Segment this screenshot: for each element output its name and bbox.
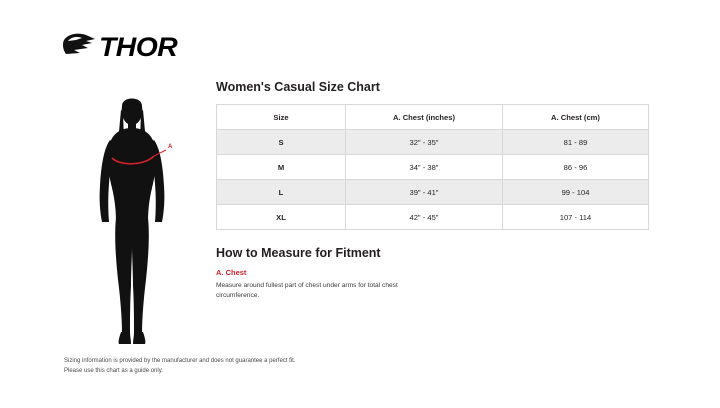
brand-name: THOR: [99, 31, 178, 62]
table-header-row: [217, 105, 649, 130]
fitment-item-text: Measure around fullest part of chest under arms for total chest circumference.: [216, 282, 398, 299]
table-row: [217, 130, 649, 155]
fitment-title: How to Measure for Fitment: [216, 246, 381, 260]
cell-chest-cm: 81 - 89: [503, 130, 649, 155]
size-chart-table: [216, 104, 649, 230]
cell-size: S: [217, 130, 346, 155]
column-header-chest-cm: A. Chest (cm): [503, 105, 649, 130]
disclaimer-line-1: Sizing information is provided by the manufacturer and does not guarantee a perfect fit.: [64, 358, 296, 364]
cell-size: XL: [217, 205, 346, 230]
column-header-size: Size: [217, 105, 346, 130]
table-row: [217, 180, 649, 205]
disclaimer: [64, 356, 464, 376]
brand-logo: [62, 30, 182, 64]
cell-chest-inches: 39" - 41": [346, 180, 503, 205]
column-header-chest-inches: A. Chest (inches): [346, 105, 503, 130]
cell-size: L: [217, 180, 346, 205]
fitment-item-label: A. Chest: [216, 268, 247, 277]
cell-chest-cm: 107 - 114: [503, 205, 649, 230]
cell-chest-cm: 86 - 96: [503, 155, 649, 180]
disclaimer-line-2: Please use this chart as a guide only.: [64, 368, 163, 375]
chest-measure-marker: A: [168, 144, 173, 150]
cell-chest-inches: 42" - 45": [346, 205, 503, 230]
thor-helmet-icon: [62, 32, 96, 62]
page-title: Women's Casual Size Chart: [216, 80, 380, 94]
table-row: [217, 155, 649, 180]
female-silhouette-figure: [72, 96, 192, 346]
cell-chest-cm: 99 - 104: [503, 180, 649, 205]
table-row: [217, 205, 649, 230]
cell-chest-inches: 34" - 38": [346, 155, 503, 180]
cell-size: M: [217, 155, 346, 180]
cell-chest-inches: 32" - 35": [346, 130, 503, 155]
